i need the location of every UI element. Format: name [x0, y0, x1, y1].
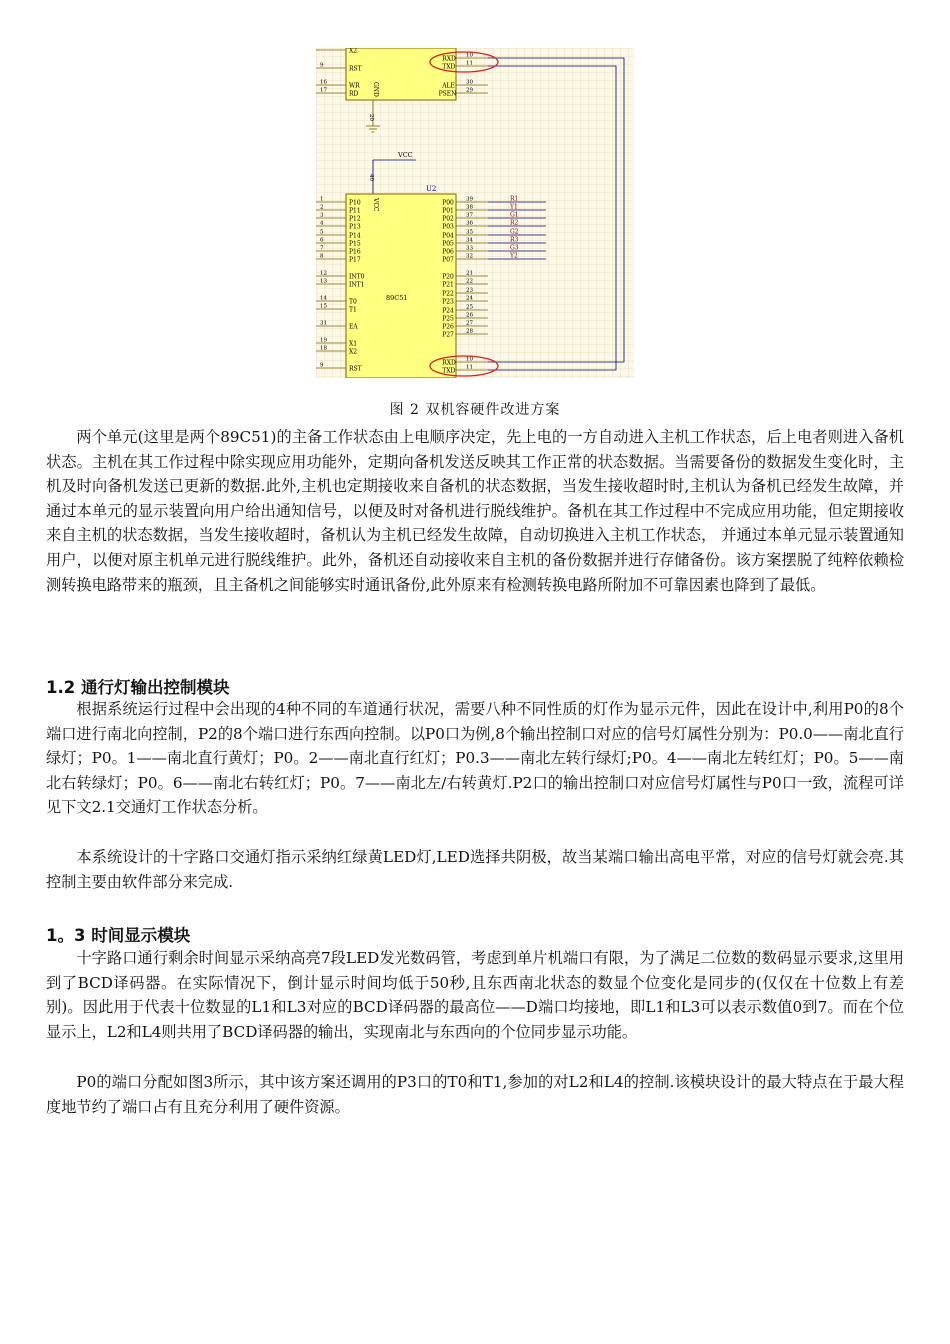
svg-text:19: 19 — [320, 337, 327, 344]
svg-text:9: 9 — [320, 62, 324, 69]
svg-text:28: 28 — [466, 328, 473, 335]
svg-text:P05: P05 — [442, 240, 454, 248]
svg-text:P02: P02 — [442, 215, 454, 223]
svg-text:29: 29 — [466, 87, 473, 94]
svg-text:33: 33 — [466, 245, 473, 252]
svg-text:27: 27 — [466, 320, 473, 327]
svg-text:P20: P20 — [442, 273, 454, 281]
svg-text:11: 11 — [466, 60, 473, 67]
paragraph-p0-allocation: P0的端口分配如图3所示，其中该方案还调用的P3口的T0和T1,参加的对L2和L4的控制.该模块设计的最大特点在于最大程度地节约了端口占有且充分利用了硬件资源。 — [46, 1073, 904, 1116]
svg-text:P01: P01 — [442, 207, 454, 215]
figure-caption: 图 2 双机容硬件改进方案 — [389, 402, 561, 418]
svg-text:P06: P06 — [442, 248, 454, 256]
svg-text:9: 9 — [320, 362, 324, 369]
svg-text:P27: P27 — [442, 331, 454, 339]
svg-text:RXD: RXD — [442, 55, 456, 63]
svg-text:RST: RST — [349, 65, 362, 73]
svg-text:X2: X2 — [349, 348, 358, 356]
svg-text:P12: P12 — [349, 215, 361, 223]
svg-text:32: 32 — [466, 253, 473, 260]
svg-text:RXD: RXD — [442, 359, 456, 367]
chip-vcc-label: VCC — [372, 198, 379, 212]
paragraph-time-display: 十字路口通行剩余时间显示采纳高亮7段LED发光数码管，考虑到单片机端口有限，为了满足二位数的数码显示要求,这里用到了BCD译码器。在实际情况下，倒计显示时间均低于50秒,且东西南北状态的数显个位变化是同步的(仅仅在十位数上有差别)。因此用于代表十位数显的L1和L3对应的BCD译码器的最高位——D端口均接地，即L1和L3可以表示数值0到7。而在个位显示上，L2和L4则共用了BCD译码器的输出，实现南北与东西向的个位同步显示功能。 — [46, 949, 904, 1041]
svg-text:39: 39 — [466, 196, 473, 203]
svg-text:6: 6 — [320, 237, 324, 244]
svg-text:30: 30 — [466, 79, 473, 86]
svg-text:P25: P25 — [442, 315, 454, 323]
svg-text:WR: WR — [349, 82, 360, 90]
svg-text:P11: P11 — [349, 207, 361, 215]
section-heading-light-control: 1.2 通行灯输出控制模块 — [46, 678, 230, 697]
svg-text:X2: X2 — [349, 48, 358, 55]
svg-text:R2: R2 — [510, 219, 519, 227]
gnd-pin-number: 20 — [368, 114, 374, 121]
svg-text:34: 34 — [466, 237, 473, 244]
svg-text:35: 35 — [466, 229, 473, 236]
svg-text:X1: X1 — [349, 340, 358, 348]
vcc-net-label: VCC — [398, 151, 413, 159]
svg-text:11: 11 — [466, 364, 473, 371]
svg-text:P17: P17 — [349, 256, 361, 264]
svg-text:23: 23 — [466, 287, 473, 294]
svg-text:P07: P07 — [442, 256, 454, 264]
paragraph-port-assignment: 根据系统运行过程中会出现的4种不同的车道通行状况，需要八种不同性质的灯作为显示元件，因此在设计中,利用P0的8个端口进行南北向控制，P2的8个端口进行东西向控制。以P0口为例,8个输出控制口对应的信号灯属性分别为：P0.0——南北直行绿灯；P0。1——南北直行黄灯；P0。2——南北直行红灯；P0.3——南北左转行绿灯;P0。4——南北左转红灯；P0。5——南北右转绿灯；P0。6——南北右转红灯；P0。7——南北左/右转黄灯.P2口的输出控制口对应信号灯属性与P0口一致，流程可详见下文2.1交通灯工作状态分析。 — [46, 700, 904, 817]
chip-part-number: 89C51 — [386, 294, 408, 302]
svg-text:T0: T0 — [349, 298, 357, 306]
svg-text:Y2: Y2 — [510, 252, 518, 260]
svg-text:38: 38 — [466, 204, 473, 211]
svg-text:ALE: ALE — [442, 82, 455, 90]
svg-text:17: 17 — [320, 87, 327, 94]
svg-text:24: 24 — [466, 295, 473, 302]
svg-text:P14: P14 — [349, 232, 361, 240]
svg-text:2: 2 — [320, 204, 324, 211]
svg-text:12: 12 — [320, 270, 327, 277]
svg-text:PSEN: PSEN — [438, 90, 457, 98]
svg-text:INT1: INT1 — [349, 281, 365, 289]
chip-reference: U2 — [426, 185, 437, 193]
svg-text:36: 36 — [466, 220, 473, 227]
svg-text:16: 16 — [320, 79, 327, 86]
svg-text:15: 15 — [320, 303, 327, 310]
svg-text:P22: P22 — [442, 290, 454, 298]
svg-text:R3: R3 — [510, 236, 519, 244]
top-chip-gnd-label: GND — [372, 82, 379, 97]
svg-text:P00: P00 — [442, 199, 454, 207]
svg-text:P03: P03 — [442, 223, 454, 231]
svg-text:G3: G3 — [510, 244, 519, 252]
svg-text:5: 5 — [320, 229, 324, 236]
svg-text:1: 1 — [320, 196, 324, 203]
svg-text:P23: P23 — [442, 298, 454, 306]
section-heading-time-display: 1。3 时间显示模块 — [46, 926, 191, 945]
svg-text:RST: RST — [349, 365, 362, 373]
paragraph-dual-unit-description: 两个单元(这里是两个89C51)的主备工作状态由上电顺序决定，先上电的一方自动进入主机工作状态，后上电者则进入备机状态。主机在其工作过程中除实现应用功能外，定期向备机发送反映其工作正常的状态数据。当需要备份的数据发生变化时，主机及时向备机发送已更新的数据.此外,主机也定期接收来自备机的状态数据，当发生接收超时时,主机认为备机已经发生故障，并通过本单元的显示装置向用户给出通知信号，以便及时对备机进行脱线维护。备机在其工作过程中不完成应用功能，但定期接收来自主机的状态数据，当发生接收超时，备机认为主机已经发生故障，自动切换进入主机工作状态， 并通过本单元显示装置通知用户，以便对原主机单元进行脱线维护。此外，备机还自动接收来自主机的备份数据并进行存储备份。该方案摆脱了纯粹依赖检测转换电路带来的瓶颈，且主备机之间能够实时通讯备份,此外原来有检测转换电路所附加不可靠因素也降到了最低。 — [46, 428, 904, 594]
svg-text:G2: G2 — [510, 228, 519, 236]
svg-text:8: 8 — [320, 253, 324, 260]
svg-text:P16: P16 — [349, 248, 361, 256]
svg-text:26: 26 — [466, 312, 473, 319]
svg-text:Y1: Y1 — [510, 203, 518, 211]
vcc-pin-number: 40 — [368, 174, 374, 181]
svg-text:EA: EA — [349, 323, 358, 331]
svg-text:22: 22 — [466, 278, 473, 285]
svg-text:14: 14 — [320, 295, 327, 302]
svg-text:18: 18 — [320, 345, 327, 352]
svg-text:INT0: INT0 — [349, 273, 365, 281]
svg-text:13: 13 — [320, 278, 327, 285]
svg-text:G1: G1 — [510, 211, 519, 219]
svg-text:P13: P13 — [349, 223, 361, 231]
svg-text:P15: P15 — [349, 240, 361, 248]
svg-text:TXD: TXD — [442, 63, 456, 71]
svg-text:31: 31 — [320, 320, 327, 327]
svg-text:21: 21 — [466, 270, 473, 277]
svg-text:37: 37 — [466, 212, 473, 219]
circuit-diagram-figure — [316, 48, 634, 378]
svg-text:25: 25 — [466, 304, 473, 311]
svg-text:P24: P24 — [442, 307, 454, 315]
svg-text:10: 10 — [466, 52, 473, 59]
svg-text:P21: P21 — [442, 281, 454, 289]
svg-text:3: 3 — [320, 212, 324, 219]
svg-text:T1: T1 — [349, 306, 357, 314]
svg-text:P26: P26 — [442, 323, 454, 331]
svg-text:P10: P10 — [349, 199, 361, 207]
svg-text:RD: RD — [349, 90, 359, 98]
svg-text:4: 4 — [320, 220, 324, 227]
paragraph-led-control: 本系统设计的十字路口交通灯指示采纳红绿黄LED灯,LED选择共阴极，故当某端口输出高电平常，对应的信号灯就会亮.其控制主要由软件部分来完成. — [46, 848, 904, 891]
svg-text:7: 7 — [320, 245, 324, 252]
svg-text:R1: R1 — [510, 195, 519, 203]
svg-text:P04: P04 — [442, 232, 454, 240]
svg-text:10: 10 — [466, 356, 473, 363]
svg-text:TXD: TXD — [442, 367, 456, 375]
